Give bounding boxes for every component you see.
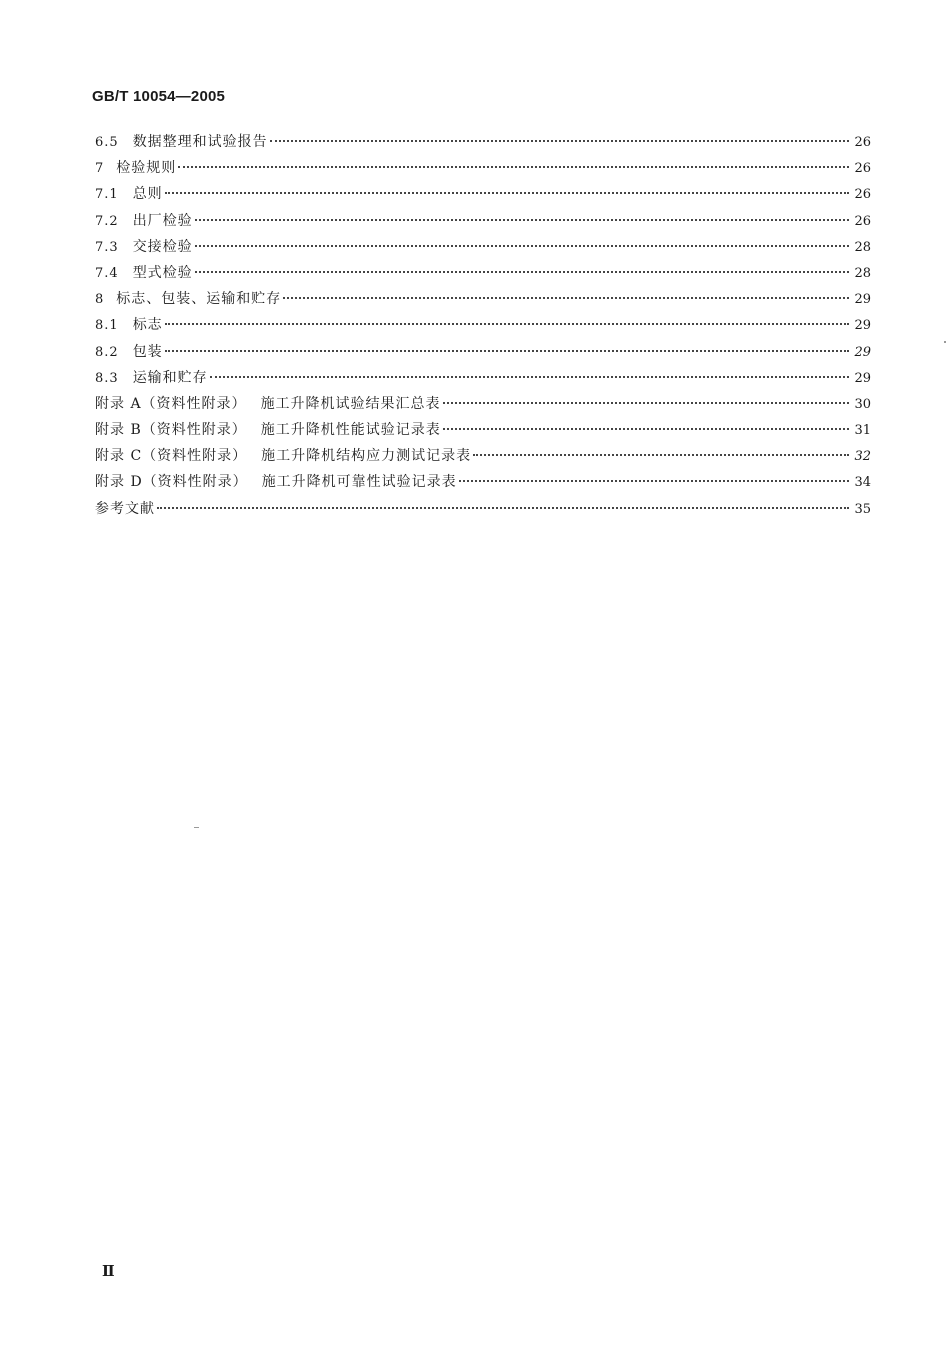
toc-page: 26 [854, 135, 871, 150]
leader-dots [210, 376, 849, 378]
toc-page: 30 [854, 396, 871, 412]
toc-page: 31 [854, 423, 871, 439]
toc-page: 35 [854, 501, 871, 517]
toc-number: 6.5 [95, 135, 119, 150]
appendix-title: 施工升降机可靠性试验记录表 [261, 474, 457, 491]
appendix-label: 附录 C（资料性附录） [95, 448, 248, 465]
appendix-title: 施工升降机试验结果汇总表 [260, 395, 441, 412]
toc-page: 28 [854, 265, 871, 281]
leader-dots [165, 350, 849, 352]
toc-appendix-d[interactable] [95, 471, 871, 497]
leader-dots [195, 271, 849, 273]
toc-title: 运输和贮存 [132, 369, 208, 386]
toc-entry-7[interactable] [95, 157, 871, 183]
leader-dots [473, 454, 849, 456]
toc-entry-7-2[interactable] [95, 210, 871, 236]
leader-dots [283, 297, 849, 299]
toc-page: 29 [854, 370, 871, 386]
toc-number: 7.3 [95, 239, 119, 255]
appendix-title: 施工升降机性能试验记录表 [260, 422, 441, 439]
toc-number: 7 [95, 161, 105, 177]
toc-references[interactable] [95, 498, 871, 524]
appendix-label: 附录 B（资料性附录） [95, 422, 247, 439]
page-numeral: Ⅱ [102, 1262, 115, 1280]
toc-entry-8-3[interactable] [95, 367, 871, 393]
leader-dots [195, 219, 849, 221]
appendix-label: 附录 A（资料性附录） [95, 395, 247, 412]
scan-speck [944, 341, 946, 343]
leader-dots [270, 140, 849, 142]
toc-entry-7-1[interactable] [95, 183, 871, 209]
toc-number: 8.2 [95, 344, 119, 360]
leader-dots [157, 507, 849, 509]
toc-title: 标志 [132, 317, 163, 334]
leader-dots [165, 192, 849, 194]
leader-dots [443, 402, 849, 404]
toc-page: 32 [854, 449, 871, 465]
toc-title: 数据整理和试验报告 [132, 134, 268, 150]
toc-page: 26 [854, 161, 871, 177]
toc-entry-7-4[interactable] [95, 262, 871, 288]
toc-appendix-c[interactable] [95, 445, 871, 471]
toc-number: 8.1 [95, 318, 119, 334]
toc-title: 交接检验 [132, 238, 193, 255]
toc-entry-8-1[interactable] [95, 314, 871, 340]
toc-title: 型式检验 [132, 264, 193, 281]
toc-number: 7.2 [95, 213, 119, 229]
toc-entry-7-3[interactable] [95, 236, 871, 262]
toc-number: 8.3 [95, 370, 119, 386]
leader-dots [178, 166, 849, 168]
toc-page: 26 [854, 187, 871, 203]
table-of-contents [95, 131, 871, 524]
toc-page: 26 [854, 213, 871, 229]
toc-page: 29 [854, 344, 871, 360]
leader-dots [459, 480, 849, 482]
toc-title: 出厂检验 [132, 212, 193, 229]
toc-page: 29 [854, 318, 871, 334]
toc-number: 7.4 [95, 265, 119, 281]
toc-entry-6-5[interactable] [95, 131, 871, 157]
scan-speck [194, 827, 199, 828]
toc-page: 34 [854, 475, 871, 491]
toc-title: 检验规则 [116, 160, 177, 177]
appendix-label: 附录 D（资料性附录） [95, 474, 248, 491]
toc-page: 29 [854, 292, 871, 308]
toc-title: 包装 [132, 343, 163, 360]
toc-title: 总则 [132, 186, 163, 203]
toc-number: 8 [95, 292, 105, 308]
toc-title: 标志、包装、运输和贮存 [116, 291, 282, 308]
toc-number: 7.1 [95, 187, 119, 203]
toc-page: 28 [854, 239, 871, 255]
leader-dots [443, 428, 849, 430]
references-title: 参考文献 [95, 500, 155, 517]
leader-dots [165, 323, 849, 325]
toc-entry-8[interactable] [95, 288, 871, 314]
leader-dots [195, 245, 849, 247]
toc-entry-8-2[interactable] [95, 341, 871, 367]
standard-code: GB/T 10054—2005 [92, 88, 226, 105]
toc-appendix-a[interactable] [95, 393, 871, 419]
appendix-title: 施工升降机结构应力测试记录表 [261, 448, 472, 465]
toc-appendix-b[interactable] [95, 419, 871, 445]
